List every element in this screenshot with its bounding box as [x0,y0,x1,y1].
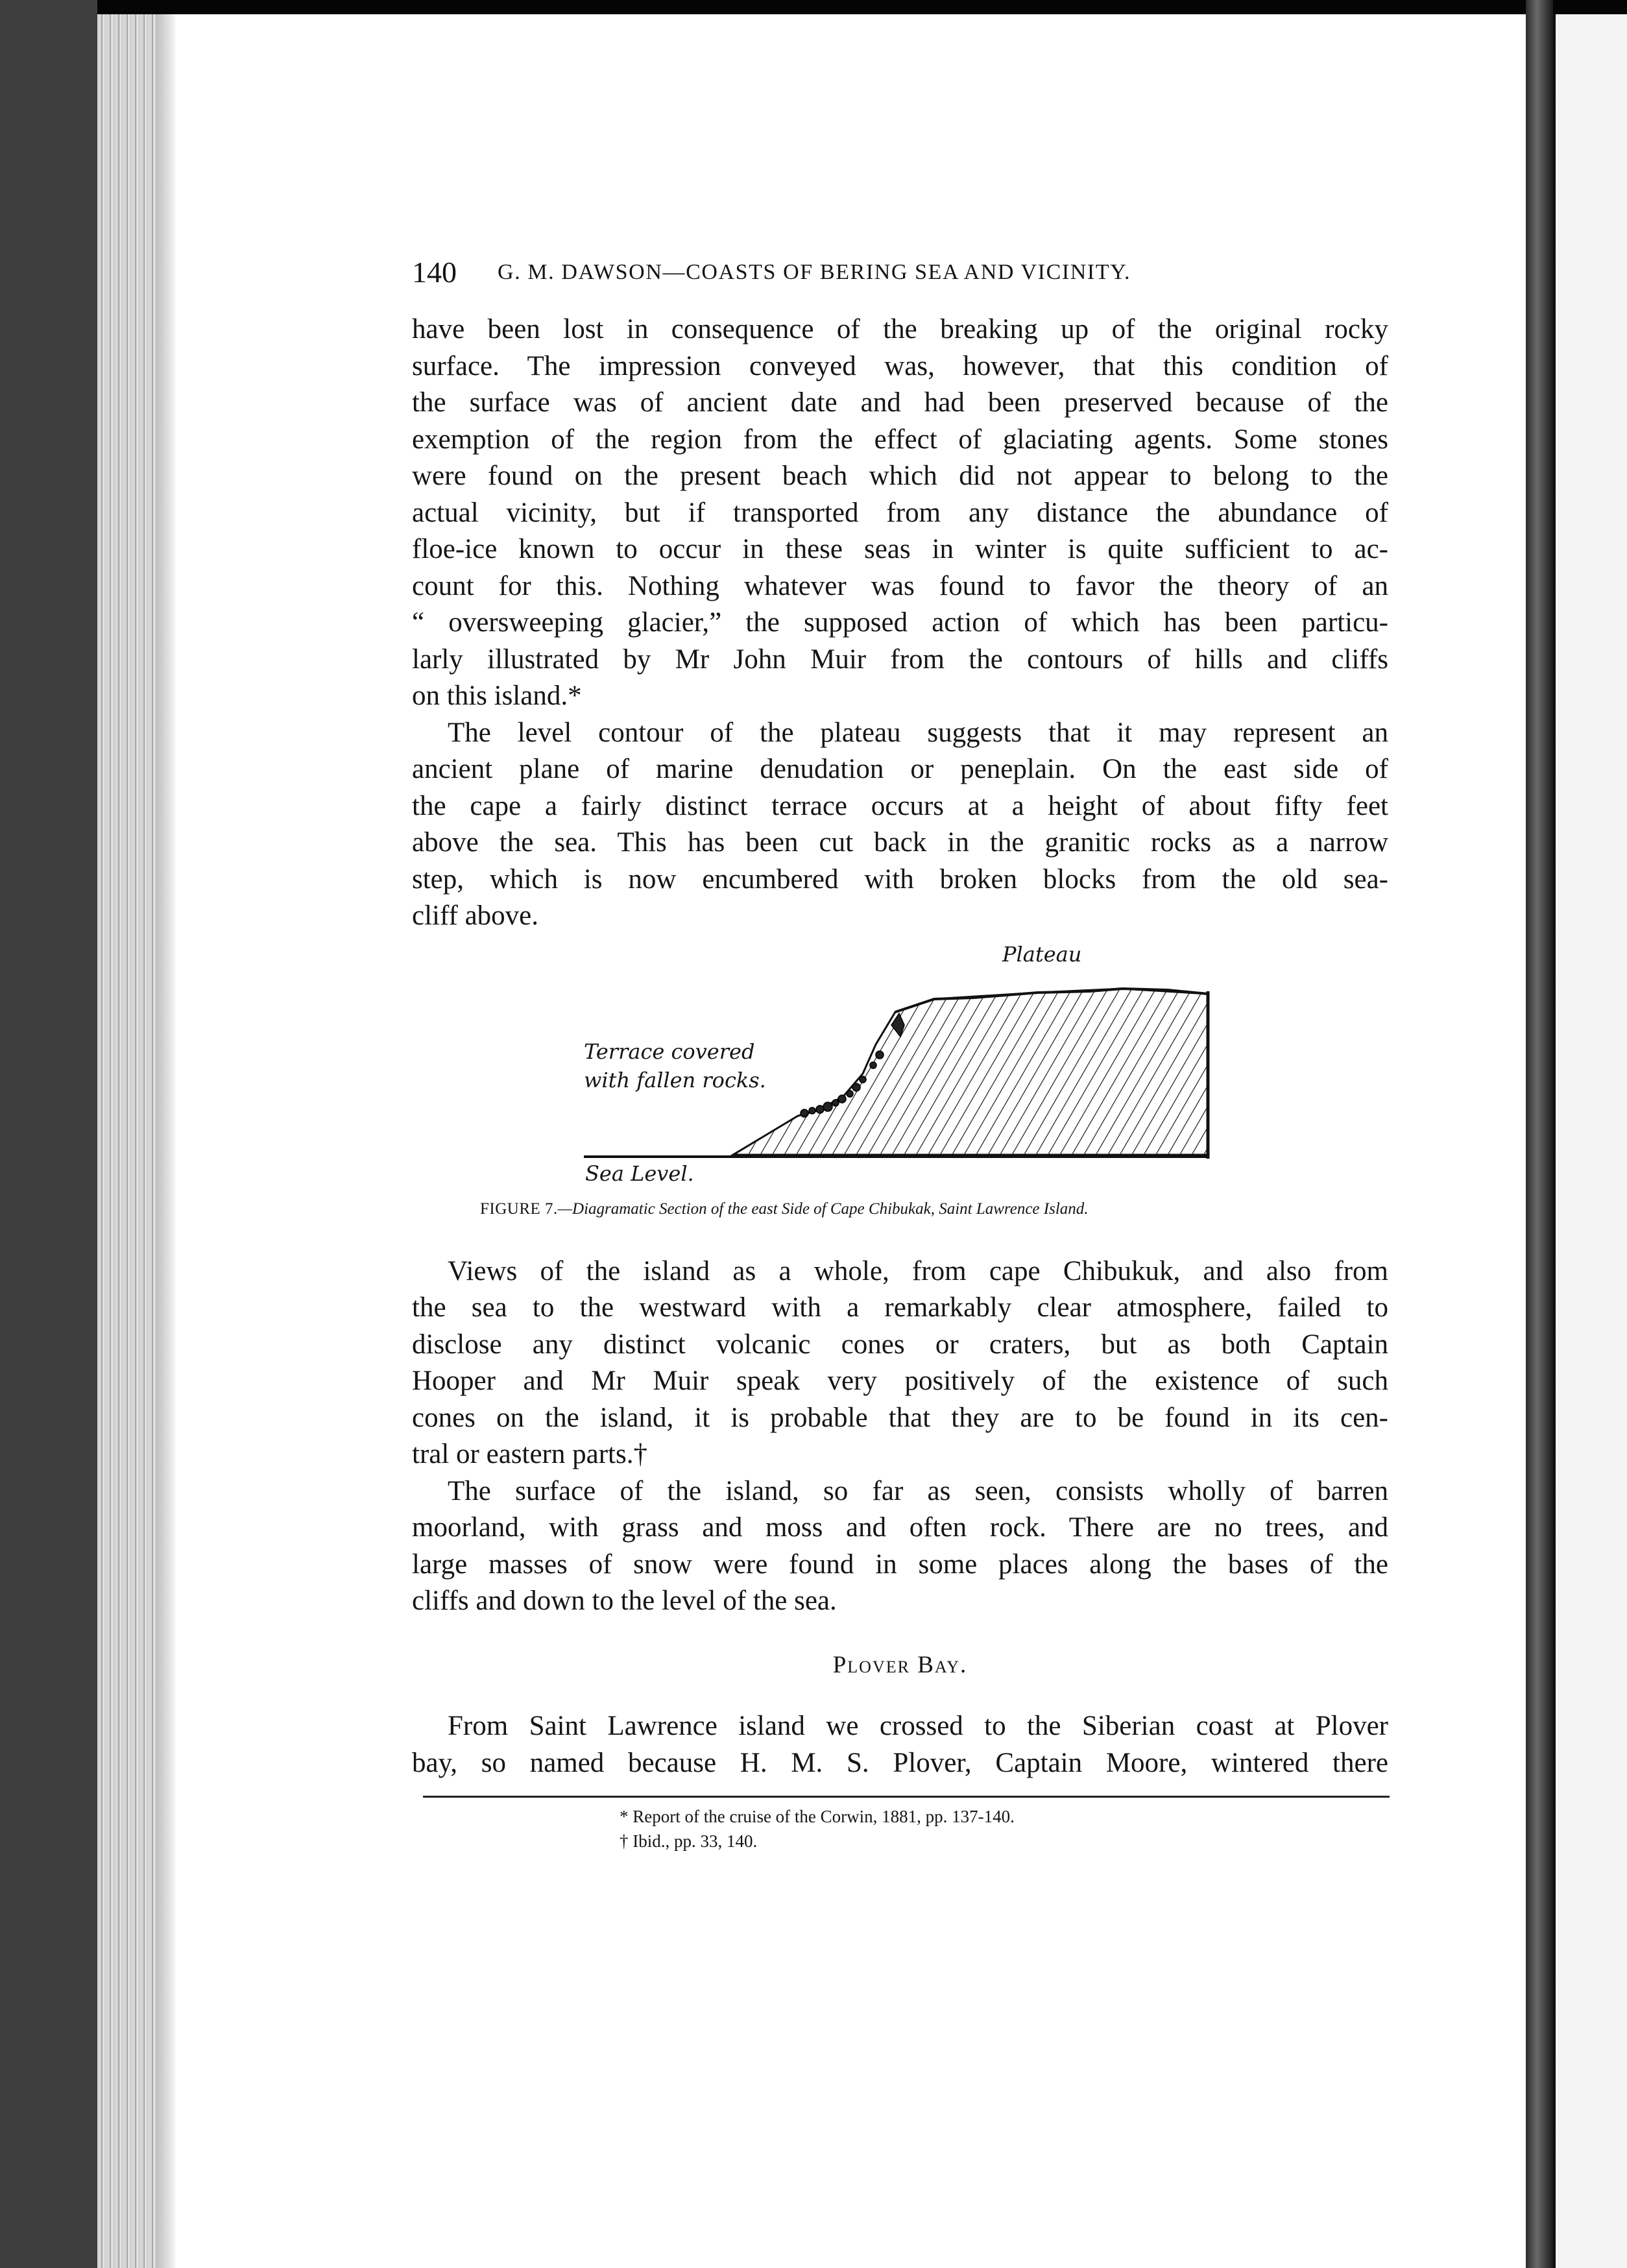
page-shadow [156,14,175,2268]
footnote-2: † Ibid., pp. 33, 140. [620,1831,758,1851]
cliff-section-drawing [584,941,1233,1187]
text-line: step, which is now encumbered with broken blocks from the old sea- [412,864,1388,895]
text-line: cliff above. [412,900,539,931]
running-header [412,255,1385,294]
text-line: count for this. Nothing whatever was found to favor the theory of an [412,571,1388,601]
text-line: the cape a fairly distinct terrace occurs at a height of about fifty feet [412,791,1388,821]
text-line: were found on the present beach which did not appear to belong to the [412,461,1388,491]
label-terrace-line2: with fallen rocks. [584,1068,766,1092]
text-line: above the sea. This has been cut back in the granitic rocks as a narrow [412,827,1388,858]
footnote-1: * Report of the cruise of the Corwin, 1881, pp. 137-140. [620,1807,1015,1826]
text-line: the sea to the westward with a remarkably clear atmosphere, failed to [412,1292,1388,1323]
rock-mass [733,989,1208,1155]
figure-caption-text: —Diagramatic Section of the east Side of Cape Chibukak, Saint Lawrence Island. [557,1200,1089,1218]
label-sea-level: Sea Level. [585,1161,694,1186]
text-line: on this island.* [412,681,582,711]
scan-border-top [0,0,1627,14]
facing-page-edge [1553,14,1627,2268]
figure-7-section-diagram [584,941,1233,1187]
figure-caption [480,1200,1336,1218]
page-number: 140 [412,256,457,289]
text-line: disclose any distinct volcanic cones or craters, but as both Captain [412,1329,1388,1360]
text-line: moorland, with grass and moss and often rock. There are no trees, and [412,1512,1388,1543]
text-line: exemption of the region from the effect of glaciating agents. Some stones [412,424,1388,455]
text-line: From Saint Lawrence island we crossed to the Siberian coast at Plover [448,1711,1388,1741]
text-line: Hooper and Mr Muir speak very positively of the existence of such [412,1366,1388,1396]
scan-border-left [0,0,97,2268]
text-line: cliffs and down to the level of the sea. [412,1586,837,1616]
text-line: large masses of snow were found in some places along the bases of the [412,1549,1388,1580]
text-line: ancient plane of marine denudation or peneplain. On the east side of [412,754,1388,784]
text-line: Views of the island as a whole, from cape Chibukuk, and also from [448,1256,1388,1286]
text-line: tral or eastern parts.† [412,1439,647,1469]
text-line: have been lost in consequence of the breaking up of the original rocky [412,314,1388,344]
section-heading-plover-bay: Plover Bay. [832,1652,968,1678]
text-line: bay, so named because H. M. S. Plover, Captain Moore, wintered there [412,1748,1388,1778]
text-line: surface. The impression conveyed was, however, that this condition of [412,351,1388,381]
text-line: the surface was of ancient date and had been preserved because of the [412,387,1388,418]
label-terrace-line1: Terrace covered [584,1039,755,1064]
book-gutter [1526,0,1553,2268]
text-line: floe-ice known to occur in these seas in winter is quite sufficient to ac- [412,534,1388,564]
stacked-page-edges [97,14,156,2268]
figure-number: FIGURE 7. [480,1200,558,1218]
text-line: actual vicinity, but if transported from any distance the abundance of [412,498,1388,528]
text-line: larly illustrated by Mr John Muir from the contours of hills and cliffs [412,644,1388,675]
text-line: “ oversweeping glacier,” the supposed action of which has been particu- [412,607,1388,638]
footnote-divider [423,1796,1390,1798]
text-line: The surface of the island, so far as seen, consists wholly of barren [448,1476,1388,1506]
label-plateau: Plateau [1002,942,1082,967]
running-title: G. M. DAWSON—COASTS OF BERING SEA AND VICINITY. [498,260,1131,284]
text-line: cones on the island, it is probable that they are to be found in its cen- [412,1403,1388,1433]
text-line: The level contour of the plateau suggests that it may represent an [448,718,1388,748]
